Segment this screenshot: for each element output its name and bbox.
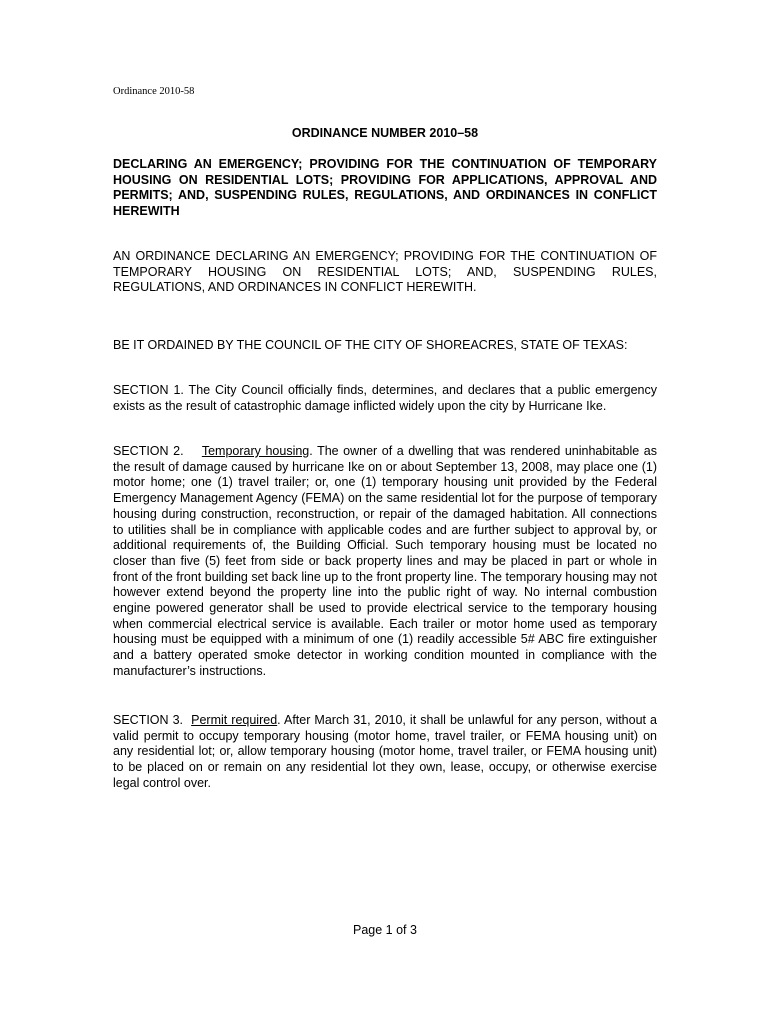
page-number-footer: Page 1 of 3 bbox=[353, 923, 417, 937]
section-3-label: SECTION 3. bbox=[113, 713, 184, 727]
ordinance-preamble: AN ORDINANCE DECLARING AN EMERGENCY; PROVIDING FOR THE CONTINUATION OF TEMPORARY HOUSING ON RESIDENTIAL LOTS; AND, SUSPENDING RULES, REGULATIONS, AND ORDINANCES IN CONFLICT HEREWITH. bbox=[113, 249, 657, 295]
section-3-heading: Permit required bbox=[191, 713, 278, 727]
section-2-label: SECTION 2. bbox=[113, 444, 184, 458]
ordinance-reference-header: Ordinance 2010-58 bbox=[113, 86, 195, 97]
ordinance-caption: DECLARING AN EMERGENCY; PROVIDING FOR THE CONTINUATION OF TEMPORARY HOUSING ON RESIDENTIAL LOTS; PROVIDING FOR APPLICATIONS, APPROVAL AND PERMITS; AND, SUSPENDING RULES, REGULATIONS, AND ORDINANCES IN CONFLICT HEREWITH bbox=[113, 157, 657, 219]
section-2 bbox=[113, 444, 657, 680]
enacting-clause: BE IT ORDAINED BY THE COUNCIL OF THE CITY OF SHOREACRES, STATE OF TEXAS: bbox=[113, 338, 628, 352]
section-3-text: . After March 31, 2010, it shall be unlawful for any person, without a valid permit to occupy temporary housing (motor home, travel trailer, or FEMA housing unit) on any residential lot; or, allow temporary housing (motor home, travel trailer, or FEMA housing unit) to be placed on or remain on any residential lot they own, lease, occupy, or otherwise exercise legal control over. bbox=[113, 713, 657, 790]
section-2-heading: Temporary housing bbox=[201, 444, 310, 458]
section-2-text: . The owner of a dwelling that was rendered uninhabitable as the result of damage caused by hurricane Ike on or about September 13, 2008, may place one (1) motor home; one (1) travel trailer; or, one (1) temporary housing unit provided by the Federal Emergency Management Agency (FEMA) on the same residential lot for the purpose of temporary housing during construction, reconstruction, or repair of the damaged habitation. All connections to utilities shall be in compliance with applicable codes and are further subject to approval by, or additional requirements of, the Building Official. Such temporary housing must be located no closer than five (5) feet from side or back property lines and may be placed in part or whole in front of the front building set back line up to the front property line. The temporary housing may not however extend beyond the property line into the public right of way. No internal combustion engine powered generator shall be used to provide electrical service to the temporary housing when commercial electrical service is available. Each trailer or motor home used as temporary housing must be equipped with a minimum of one (1) readily accessible 5# ABC fire extinguisher and a battery operated smoke detector in working condition mounted in compliance with the manufacturer’s instructions. bbox=[113, 444, 657, 678]
section-3 bbox=[113, 713, 657, 792]
ordinance-title: ORDINANCE NUMBER 2010–58 bbox=[291, 126, 479, 140]
section-1: SECTION 1. The City Council officially finds, determines, and declares that a public emergency exists as the result of catastrophic damage inflicted widely upon the city by Hurricane Ike. bbox=[113, 383, 657, 413]
